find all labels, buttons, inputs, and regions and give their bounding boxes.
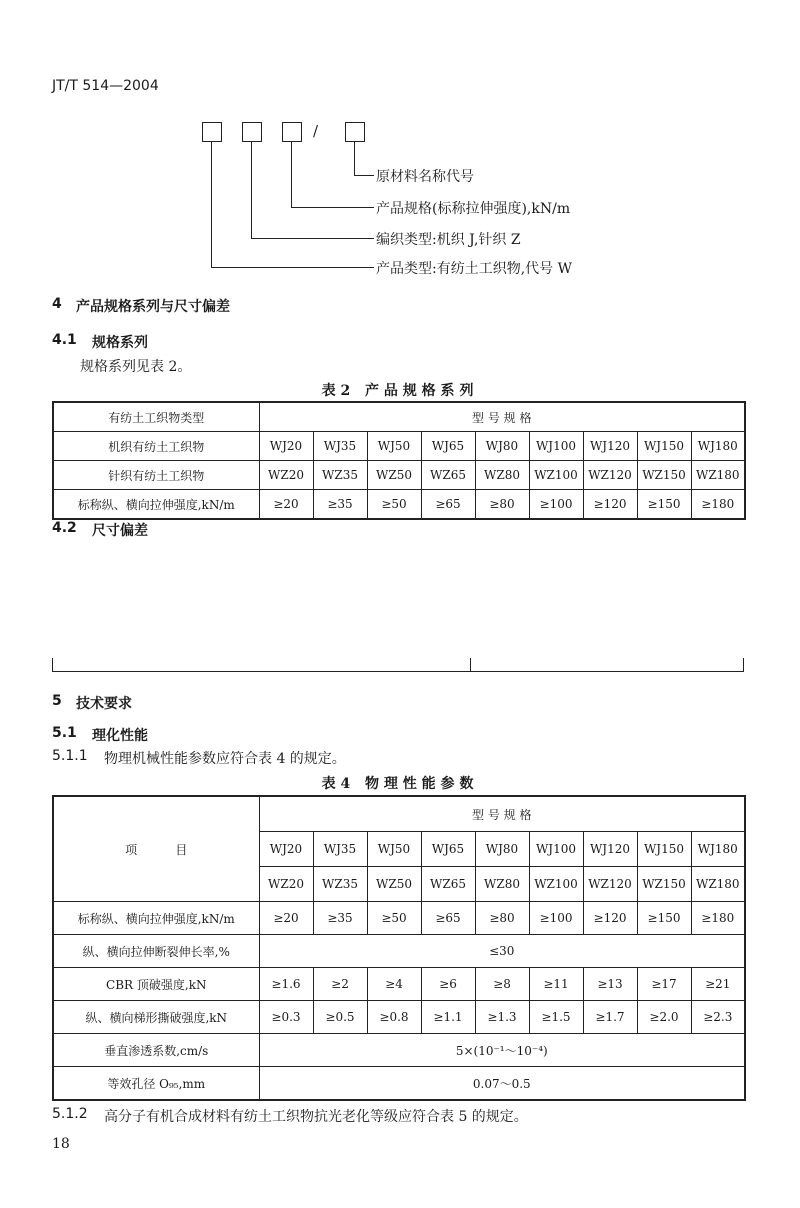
legend-material-code: 原材料名称代号 [376,169,474,185]
model-cell: WJ65 [421,832,475,867]
row-label: 等效孔径 O₉₅,mm [53,1067,259,1101]
model-cell: WJ120 [583,832,637,867]
connector-line [291,207,374,208]
standard-id: JT/T 514—2004 [52,78,159,94]
table-4-caption: 表4 物理性能参数 [321,776,479,792]
connector-line [291,142,292,208]
connector-line [211,142,212,268]
connector-line [354,142,355,176]
model-cell: WJ35 [313,832,367,867]
table-4 [52,795,746,1101]
section-4-1-number: 4.1 [52,332,77,348]
section-4-number: 4 [52,296,62,312]
row-label: 垂直渗透系数,cm/s [53,1034,259,1067]
table-row [53,796,745,832]
model-cell: WJ180 [691,832,745,867]
clipped-table-edge [52,671,744,672]
table-cell: ≤30 [259,935,745,968]
model-cell: WZ120 [583,867,637,902]
table-row [53,490,745,520]
table-header-cell: 项 目 [53,796,259,902]
row-label: 机织有纺土工织物 [53,432,259,461]
table-header-cell: 型 号 规 格 [259,796,745,832]
table-cell: ≥4 [367,968,421,1001]
table-cell: WZ120 [583,461,637,490]
section-4-title: 产品规格系列与尺寸偏差 [76,299,230,315]
code-box-product-type [202,122,222,142]
table-cell: ≥50 [367,490,421,520]
table-cell: WZ80 [475,461,529,490]
table-cell: ≥150 [637,902,691,935]
model-cell: WJ50 [367,832,421,867]
row-label: 标称纵、横向拉伸强度,kN/m [53,490,259,520]
section-5-number: 5 [52,693,62,709]
table-header-cell: 有纺土工织物类型 [53,402,259,432]
clipped-table-edge [470,658,471,672]
legend-weave-type: 编织类型:机织 J,针织 Z [376,232,521,248]
table-row [53,935,745,968]
section-4-2-number: 4.2 [52,520,77,536]
connector-line [354,175,374,176]
table-cell: ≥180 [691,902,745,935]
table-cell: ≥100 [529,490,583,520]
table-cell: WZ150 [637,461,691,490]
model-cell: WZ180 [691,867,745,902]
table-cell: ≥1.6 [259,968,313,1001]
table-cell: ≥21 [691,968,745,1001]
table-cell: ≥100 [529,902,583,935]
table-cell: WZ20 [259,461,313,490]
section-5-title: 技术要求 [76,696,132,712]
connector-line [251,238,374,239]
connector-line [211,267,374,268]
model-cell: WZ150 [637,867,691,902]
section-4-2-title: 尺寸偏差 [92,523,148,539]
table-cell: ≥2 [313,968,367,1001]
table-cell: ≥11 [529,968,583,1001]
table-cell: WJ180 [691,432,745,461]
table-cell: WZ50 [367,461,421,490]
table-cell: ≥1.3 [475,1001,529,1034]
table-cell: ≥13 [583,968,637,1001]
section-4-1-text: 规格系列见表 2。 [80,359,192,375]
table-cell: WJ150 [637,432,691,461]
table-cell: ≥2.3 [691,1001,745,1034]
table-cell: WJ35 [313,432,367,461]
clipped-table-edge [52,658,53,672]
table-cell: ≥65 [421,902,475,935]
table-cell: ≥1.1 [421,1001,475,1034]
row-label: 针织有纺土工织物 [53,461,259,490]
row-label: 标称纵、横向拉伸强度,kN/m [53,902,259,935]
section-5-1-number: 5.1 [52,725,77,741]
table-cell: ≥17 [637,968,691,1001]
table-cell: ≥120 [583,490,637,520]
table-row [53,1067,745,1101]
section-5-1-2-text: 高分子有机合成材料有纺土工织物抗光老化等级应符合表 5 的规定。 [104,1109,528,1125]
table-cell: ≥80 [475,490,529,520]
table-2-caption: 表2 产品规格系列 [321,383,479,399]
row-label: 纵、横向梯形撕破强度,kN [53,1001,259,1034]
model-cell: WZ65 [421,867,475,902]
table-cell: ≥20 [259,490,313,520]
table-2 [52,401,746,520]
table-cell: WZ35 [313,461,367,490]
table-cell: ≥1.5 [529,1001,583,1034]
table-cell: ≥20 [259,902,313,935]
legend-product-type: 产品类型:有纺土工织物,代号 W [376,261,573,277]
table-cell: WJ65 [421,432,475,461]
table-cell: ≥35 [313,902,367,935]
section-4-1-title: 规格系列 [92,335,148,351]
page-number: 18 [52,1136,70,1152]
table-cell: WZ100 [529,461,583,490]
table-header-cell: 型 号 规 格 [259,402,745,432]
model-cell: WZ35 [313,867,367,902]
table-row [53,1034,745,1067]
code-slash: / [313,122,319,140]
table-cell: WZ180 [691,461,745,490]
model-cell: WZ80 [475,867,529,902]
table-cell: 5×(10⁻¹～10⁻⁴) [259,1034,745,1067]
model-cell: WJ100 [529,832,583,867]
table-cell: WJ50 [367,432,421,461]
connector-line [251,142,252,239]
table-cell: ≥80 [475,902,529,935]
table-row [53,402,745,432]
legend-spec: 产品规格(标称拉伸强度),kN/m [376,201,571,217]
code-box-weave-type [242,122,262,142]
table-row [53,968,745,1001]
table-cell: WJ80 [475,432,529,461]
table-cell: ≥0.8 [367,1001,421,1034]
clipped-table-edge [743,658,744,672]
code-box-spec [282,122,302,142]
table-row [53,1001,745,1034]
model-cell: WJ150 [637,832,691,867]
table-cell: ≥150 [637,490,691,520]
table-row [53,461,745,490]
table-cell: WJ100 [529,432,583,461]
model-cell: WZ50 [367,867,421,902]
table-row [53,902,745,935]
table-cell: ≥65 [421,490,475,520]
section-5-1-1-number: 5.1.1 [52,748,88,764]
table-cell: WJ20 [259,432,313,461]
table-cell: WZ65 [421,461,475,490]
table-cell: ≥35 [313,490,367,520]
model-cell: WZ100 [529,867,583,902]
model-cell: WZ20 [259,867,313,902]
table-cell: ≥50 [367,902,421,935]
section-5-1-2-number: 5.1.2 [52,1106,88,1122]
table-cell: ≥0.5 [313,1001,367,1034]
table-cell: ≥0.3 [259,1001,313,1034]
section-5-1-1-text: 物理机械性能参数应符合表 4 的规定。 [104,751,346,767]
model-cell: WJ80 [475,832,529,867]
table-cell: ≥180 [691,490,745,520]
table-cell: 0.07～0.5 [259,1067,745,1101]
table-cell: ≥120 [583,902,637,935]
section-5-1-title: 理化性能 [92,728,148,744]
table-row [53,432,745,461]
model-cell: WJ20 [259,832,313,867]
table-cell: ≥1.7 [583,1001,637,1034]
row-label: CBR 顶破强度,kN [53,968,259,1001]
table-cell: WJ120 [583,432,637,461]
code-box-material [345,122,365,142]
table-cell: ≥2.0 [637,1001,691,1034]
table-cell: ≥8 [475,968,529,1001]
table-cell: ≥6 [421,968,475,1001]
row-label: 纵、横向拉伸断裂伸长率,% [53,935,259,968]
